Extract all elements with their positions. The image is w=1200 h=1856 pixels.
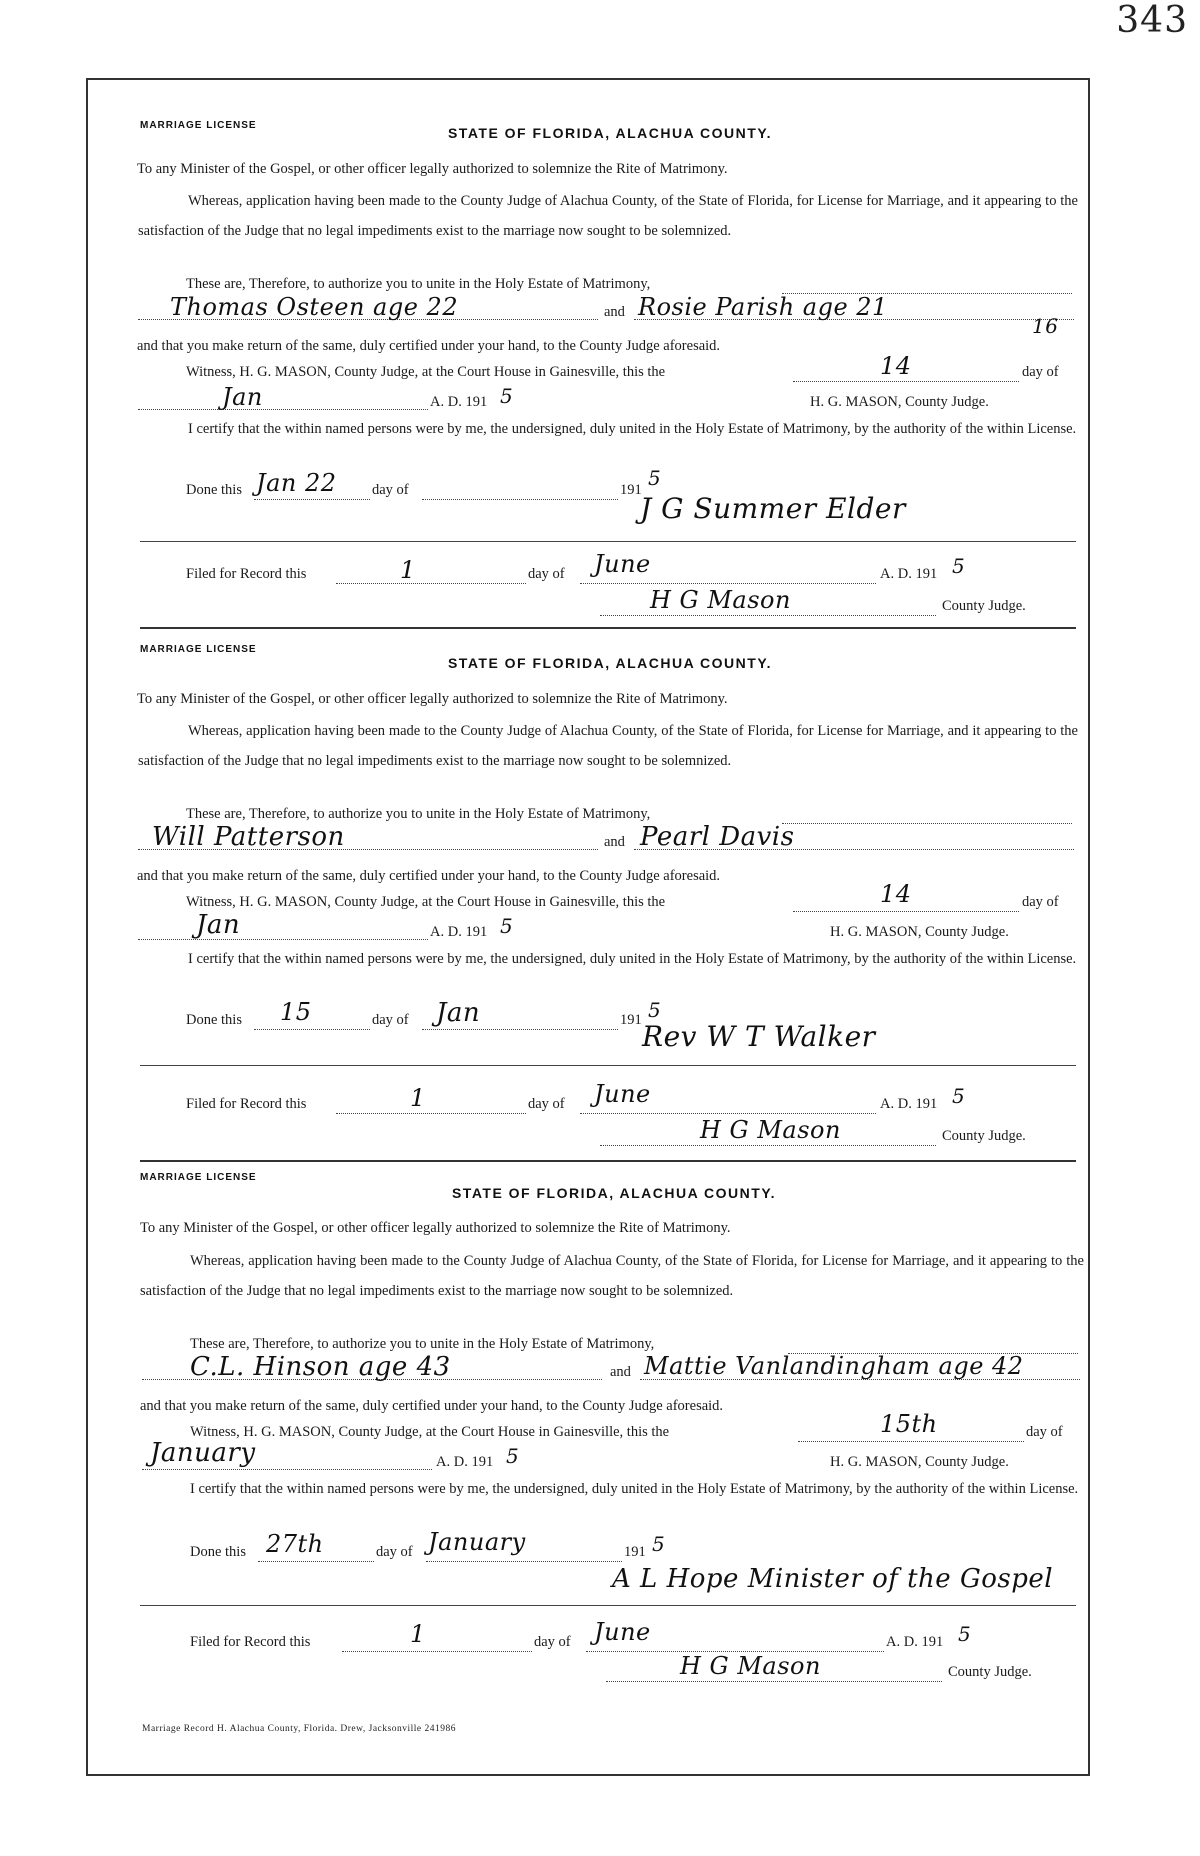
- filed-signature: H G Mason: [680, 1652, 821, 1680]
- return-line: and that you make return of the same, duly certified under your hand, to the County Judge aforesaid.: [137, 868, 721, 884]
- ad-label: A. D. 191: [436, 1454, 494, 1470]
- bride-name: Rosie Parish age 21: [638, 293, 888, 321]
- blank-line: [426, 1560, 622, 1562]
- day-of-label: day of: [1022, 894, 1059, 910]
- blank-line: [254, 1028, 370, 1030]
- blank-line: [254, 498, 370, 500]
- ad-year: 5: [500, 914, 514, 938]
- county-judge-label: County Judge.: [942, 1128, 1026, 1144]
- bride-name: Pearl Davis: [640, 822, 795, 852]
- witness-line: Witness, H. G. MASON, County Judge, at the Court House in Gainesville, this the: [186, 894, 666, 910]
- license-heading: STATE OF FLORIDA, ALACHUA COUNTY.: [447, 655, 773, 671]
- filed-ad-label: A. D. 191: [880, 566, 938, 582]
- certify-paragraph: I certify that the within named persons were by me, the undersigned, duly united in the Holy Estate of Matrimony, by the authority of the within License.: [188, 421, 1077, 437]
- done-day: 15: [280, 998, 312, 1026]
- return-line: and that you make return of the same, duly certified under your hand, to the County Judge aforesaid.: [137, 338, 721, 354]
- section-rule: [140, 1065, 1076, 1066]
- printer-footer: Marriage Record H. Alachua County, Florida. Drew, Jacksonville 241986: [142, 1724, 456, 1734]
- groom-name: Will Patterson: [152, 822, 345, 852]
- blank-line: [336, 1112, 526, 1114]
- address-line: To any Minister of the Gospel, or other officer legally authorized to solemnize the Rite of Matrimony.: [137, 161, 728, 177]
- judge-name: H. G. MASON, County Judge.: [810, 394, 989, 410]
- blank-line: [798, 1440, 1024, 1442]
- filed-signature: H G Mason: [700, 1116, 841, 1144]
- filed-year: 5: [958, 1622, 972, 1646]
- blank-line: [793, 380, 1019, 382]
- done-year-label: 191: [624, 1544, 646, 1560]
- license-label: MARRIAGE LICENSE: [140, 120, 257, 131]
- officiant-signature: Rev W T Walker: [642, 1020, 876, 1053]
- done-this-label: Done this: [190, 1544, 246, 1560]
- whereas-paragraph: Whereas, application having been made to the County Judge of Alachua County, of the State of Florida, for License for Marriage, and it appearing to the satisfaction of the Judge that no legal impediments exist to the marriage now sought to be solemnized.: [138, 723, 1078, 769]
- done-day-of-label: day of: [372, 482, 409, 498]
- witness-month: January: [150, 1438, 256, 1468]
- license-heading: STATE OF FLORIDA, ALACHUA COUNTY.: [447, 125, 773, 141]
- groom-name: C.L. Hinson age 43: [190, 1352, 451, 1382]
- these-are-line: These are, Therefore, to authorize you to unite in the Holy Estate of Matrimony,: [186, 276, 651, 292]
- filed-day: 1: [410, 1620, 426, 1648]
- certify-paragraph: I certify that the within named persons were by me, the undersigned, duly united in the Holy Estate of Matrimony, by the authority of the within License.: [188, 951, 1077, 967]
- filed-year: 5: [952, 554, 966, 578]
- witness-line: Witness, H. G. MASON, County Judge, at the Court House in Gainesville, this the: [190, 1424, 670, 1440]
- certify-paragraph: I certify that the within named persons were by me, the undersigned, duly united in the Holy Estate of Matrimony, by the authority of the within License.: [190, 1481, 1079, 1497]
- filed-day: 1: [400, 556, 416, 584]
- filed-day-of-label: day of: [534, 1634, 571, 1650]
- blank-line: [580, 582, 876, 584]
- blank-line: [342, 1650, 532, 1652]
- witness-day: 14: [880, 352, 912, 380]
- county-judge-label: County Judge.: [942, 598, 1026, 614]
- county-judge-label: County Judge.: [948, 1664, 1032, 1680]
- bride-age-correction: 16: [1032, 314, 1059, 338]
- section-rule: [140, 541, 1076, 542]
- and-label: and: [610, 1364, 631, 1380]
- address-line: To any Minister of the Gospel, or other officer legally authorized to solemnize the Rite of Matrimony.: [137, 691, 728, 707]
- blank-line: [422, 498, 618, 500]
- blank-line: [600, 614, 936, 616]
- ad-year: 5: [500, 384, 514, 408]
- blank-line: [258, 1560, 374, 1562]
- whereas-paragraph: Whereas, application having been made to the County Judge of Alachua County, of the State of Florida, for License for Marriage, and it appearing to the satisfaction of the Judge that no legal impediments exist to the marriage now sought to be solemnized.: [138, 193, 1078, 239]
- ad-year: 5: [506, 1444, 520, 1468]
- witness-month: Jan: [222, 383, 263, 411]
- witness-line: Witness, H. G. MASON, County Judge, at the Court House in Gainesville, this the: [186, 364, 666, 380]
- filed-signature: H G Mason: [650, 586, 791, 614]
- filed-day-of-label: day of: [528, 566, 565, 582]
- witness-month: Jan: [196, 910, 241, 940]
- judge-name: H. G. MASON, County Judge.: [830, 1454, 1009, 1470]
- section-rule: [140, 1605, 1076, 1606]
- officiant-signature: J G Summer Elder: [640, 492, 906, 525]
- done-year: 5: [648, 466, 662, 490]
- done-this-label: Done this: [186, 1012, 242, 1028]
- witness-day: 14: [880, 880, 912, 908]
- filed-ad-label: A. D. 191: [880, 1096, 938, 1112]
- blank-line: [138, 408, 428, 410]
- done-this-label: Done this: [186, 482, 242, 498]
- page-number: 343: [1116, 0, 1188, 41]
- filed-month: June: [594, 550, 651, 578]
- filed-day-of-label: day of: [528, 1096, 565, 1112]
- blank-line: [336, 582, 526, 584]
- day-of-label: day of: [1026, 1424, 1063, 1440]
- blank-line: [600, 1144, 936, 1146]
- officiant-signature: A L Hope Minister of the Gospel: [612, 1564, 1054, 1594]
- done-day-of-label: day of: [372, 1012, 409, 1028]
- whereas-paragraph: Whereas, application having been made to the County Judge of Alachua County, of the State of Florida, for License for Marriage, and it appearing to the satisfaction of the Judge that no legal impediments exist to the marriage now sought to be solemnized.: [140, 1253, 1084, 1299]
- done-month: Jan: [436, 998, 481, 1028]
- blank-line: [422, 1028, 618, 1030]
- blank-line: [580, 1112, 876, 1114]
- ad-label: A. D. 191: [430, 394, 488, 410]
- blank-line: [606, 1680, 942, 1682]
- done-day-of-label: day of: [376, 1544, 413, 1560]
- bride-name: Mattie Vanlandingham age 42: [644, 1352, 1024, 1380]
- blank-line: [138, 938, 428, 940]
- blank-line: [142, 1468, 432, 1470]
- address-line: To any Minister of the Gospel, or other officer legally authorized to solemnize the Rite of Matrimony.: [140, 1220, 731, 1236]
- judge-name: H. G. MASON, County Judge.: [830, 924, 1009, 940]
- license-label: MARRIAGE LICENSE: [140, 1172, 257, 1183]
- blank-line: [782, 822, 1072, 824]
- ad-label: A. D. 191: [430, 924, 488, 940]
- day-of-label: day of: [1022, 364, 1059, 380]
- done-month: January: [428, 1528, 526, 1556]
- filed-year: 5: [952, 1084, 966, 1108]
- return-line: and that you make return of the same, duly certified under your hand, to the County Judge aforesaid.: [140, 1398, 724, 1414]
- done-year: 5: [648, 998, 662, 1022]
- and-label: and: [604, 304, 625, 320]
- groom-name: Thomas Osteen age 22: [170, 293, 459, 321]
- license-heading: STATE OF FLORIDA, ALACHUA COUNTY.: [451, 1185, 777, 1201]
- filed-day: 1: [410, 1084, 426, 1112]
- these-are-line: These are, Therefore, to authorize you to unite in the Holy Estate of Matrimony,: [190, 1336, 655, 1352]
- and-label: and: [604, 834, 625, 850]
- done-year-label: 191: [620, 482, 642, 498]
- filed-ad-label: A. D. 191: [886, 1634, 944, 1650]
- section-divider: [140, 627, 1076, 629]
- done-day: 27th: [266, 1530, 324, 1558]
- done-year: 5: [652, 1532, 666, 1556]
- filed-label: Filed for Record this: [186, 566, 307, 582]
- filed-label: Filed for Record this: [186, 1096, 307, 1112]
- license-label: MARRIAGE LICENSE: [140, 644, 257, 655]
- filed-label: Filed for Record this: [190, 1634, 311, 1650]
- filed-month: June: [594, 1080, 651, 1108]
- section-divider: [140, 1160, 1076, 1162]
- blank-line: [793, 910, 1019, 912]
- done-day: Jan 22: [256, 469, 337, 497]
- these-are-line: These are, Therefore, to authorize you to unite in the Holy Estate of Matrimony,: [186, 806, 651, 822]
- witness-day: 15th: [880, 1410, 938, 1438]
- done-year-label: 191: [620, 1012, 642, 1028]
- filed-month: June: [594, 1618, 651, 1646]
